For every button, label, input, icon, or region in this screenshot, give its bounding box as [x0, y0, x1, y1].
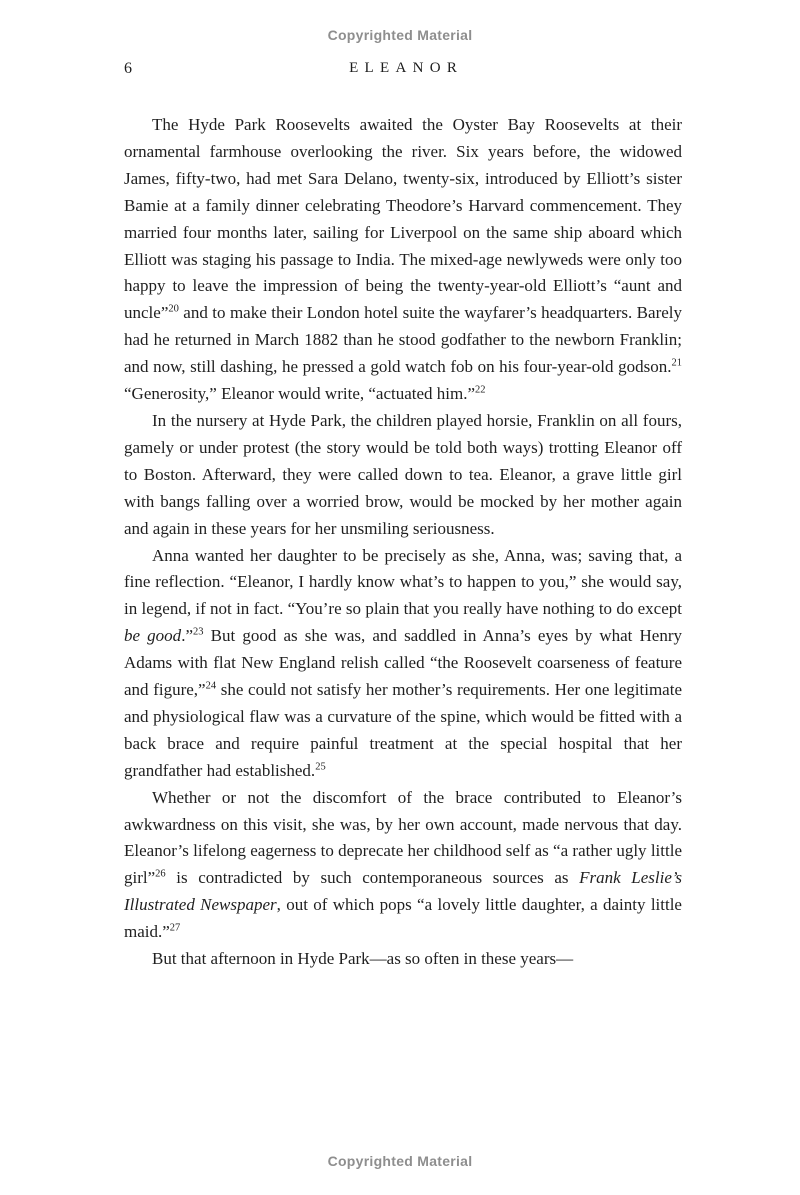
copyright-notice-bottom: Copyrighted Material — [327, 1153, 473, 1169]
italic-text: Frank Leslie’s Illustrated Newspaper — [124, 868, 682, 915]
paragraph — [124, 543, 682, 785]
text-run: The Hyde Park Roosevelts awaited the Oyster Bay Roosevelts at their ornamental farmhouse overlooking the river. Six years before, the widowed James, fifty-two, had met Sara Delano, twenty-six, introduced by Elliott’s sister Bamie at a family dinner celebrating Theodore’s Harvard commencement. They married four months later, sailing for Liverpool on the same ship aboard which Elliott was staging his passage to India. The mixed-age newlyweds were only too happy to leave the impression of being the twenty-year-old Elliott’s “aunt and uncle” — [124, 115, 682, 323]
text-run: .” — [181, 626, 193, 646]
footnote-reference: 20 — [168, 303, 179, 315]
text-run: Whether or not the discomfort of the brace contributed to Eleanor’s awkwardness on this visit, she was, by her own account, made nervous that day. Eleanor’s lifelong eagerness to deprecate her childhood self as “a rather ugly little girl” — [124, 787, 682, 888]
footnote-reference: 26 — [155, 868, 166, 880]
paragraph — [124, 946, 682, 973]
running-header: ELEANOR — [349, 60, 464, 76]
italic-text: be good — [124, 626, 182, 646]
footnote-reference: 23 — [192, 626, 204, 638]
copyright-notice-top: Copyrighted Material — [327, 27, 473, 43]
paragraph — [124, 785, 682, 946]
page-number: 6 — [124, 60, 132, 77]
page-header — [124, 60, 682, 82]
text-block — [124, 60, 682, 973]
text-run: she could not satisfy her mother’s requirements. Her one legitimate and physiological flaw was a curvature of the spine, which would be fitted with a back brace and require painful treatment at the special hospital that her grandfather had established. — [124, 680, 682, 780]
body-text — [124, 112, 682, 973]
footnote-reference: 25 — [315, 761, 326, 773]
paragraph — [124, 408, 682, 543]
text-run: , out of which pops “a lovely little daughter, a dainty little maid.” — [124, 895, 682, 942]
text-run: and to make their London hotel suite the wayfarer’s headquarters. Barely had he returned in March 1882 than he stood godfather to the newborn Franklin; and now, still dashing, he pressed a gold watch fob on his four-year-old godson. — [124, 303, 682, 377]
text-run: But good as she was, and saddled in Anna’s eyes by what Henry Adams with flat New England relish called “the Roosevelt coarseness of feature and figure,” — [124, 626, 682, 700]
text-run: is contradicted by such contemporaneous sources as — [165, 868, 580, 888]
footnote-reference: 24 — [205, 680, 217, 692]
text-run: Anna wanted her daughter to be precisely as she, Anna, was; saving that, a fine reflection. “Eleanor, I hardly know what’s to happen to you,” she would say, in legend, if not in fact. “You’re so plain that you really have nothing to do except — [124, 545, 682, 619]
text-run: In the nursery at Hyde Park, the children played horsie, Franklin on all fours, gamely or under protest (the story would be told both ways) trotting Eleanor off to Boston. Afterward, they were called down to tea. Eleanor, a grave little girl with bangs falling over a worried brow, would be mocked by her mother again and again in these years for her unsmiling seriousness. — [124, 410, 682, 538]
paragraph — [124, 112, 682, 408]
footnote-reference: 27 — [169, 922, 181, 934]
footnote-reference: 22 — [475, 384, 486, 396]
text-run: But that afternoon in Hyde Park—as so often in these years— — [152, 949, 574, 969]
text-run: “Generosity,” Eleanor would write, “actuated him.” — [124, 384, 476, 404]
footnote-reference: 21 — [671, 357, 682, 369]
